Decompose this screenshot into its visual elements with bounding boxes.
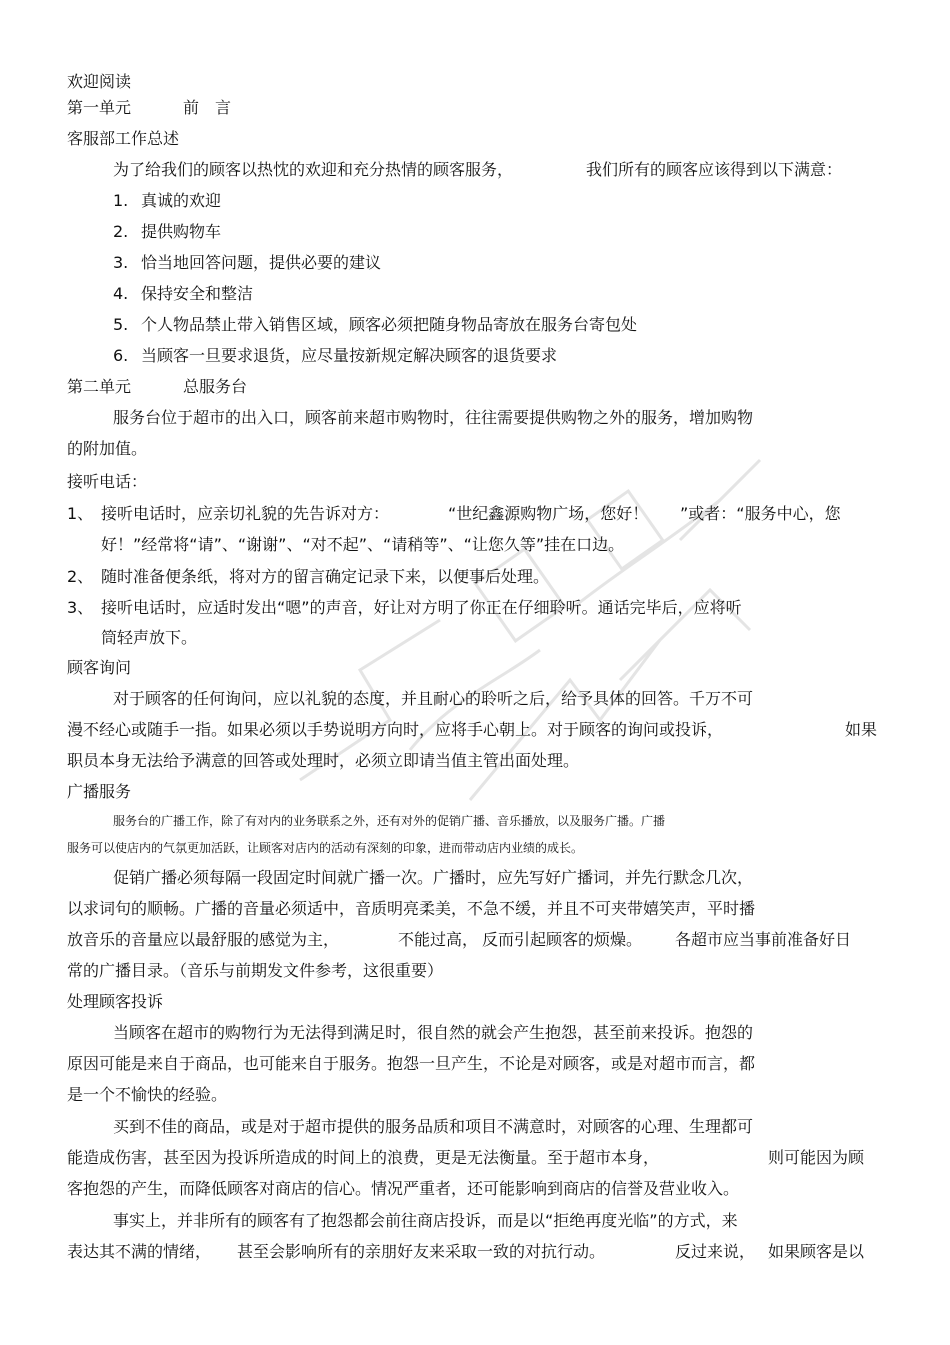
list-item-text: 个人物品禁止带入销售区域，顾客必须把随身物品寄放在服务台寄包处: [141, 315, 638, 334]
complaint-para-2-line-3: 客抱怨的产生，而降低顾客对商店的信心。情况严重者，还可能影响到商店的信誉及营业收入。: [67, 1179, 740, 1198]
complaint-para-2-line-2a: 能造成伤害，甚至因为投诉所造成的时间上的浪费，更是无法衡量。至于超市本身，: [67, 1148, 660, 1167]
inquiry-line-2a: 漫不经心或随手一指。如果必须以手势说明方向时，应将手心朝上。对于顾客的询问或投诉，: [67, 720, 724, 739]
broadcast-line-3d: 各超市应当事前准备好日: [675, 930, 852, 949]
complaint-section-title: 处理顾客投诉: [67, 992, 164, 1011]
unit-2-title: 总服务台: [183, 377, 248, 396]
list-item-num: 3.: [113, 253, 129, 272]
phone-item-2-text: 随时准备便条纸，将对方的留言确定记录下来，以便事后处理。: [101, 567, 550, 586]
intro-text-left: 为了给我们的顾客以热忱的欢迎和充分热情的顾客服务，: [113, 160, 514, 179]
service-desk-line-1: 服务台位于超市的出入口，顾客前来超市购物时，往往需要提供购物之外的服务，增加购物: [113, 408, 754, 427]
broadcast-line-3c: 反而引起顾客的烦燥。: [482, 930, 643, 949]
complaint-para-3-line-2c: 反过来说，: [675, 1242, 756, 1261]
phone-item-1-line-2: 好！”经常将“请”、“谢谢”、“对不起”、“请稍等”、“让您久等”挂在口边。: [101, 535, 625, 554]
list-item-text: 保持安全和整洁: [141, 284, 254, 303]
phone-item-1-part-b: “世纪鑫源购物广场，您好！: [448, 504, 649, 523]
broadcast-line-3b: 不能过高，: [398, 930, 479, 949]
complaint-para-3-line-2d: 如果顾客是以: [768, 1242, 865, 1261]
intro-text-right: 我们所有的顾客应该得到以下满意：: [586, 160, 843, 179]
broadcast-line-2: 以求词句的顺畅。广播的音量必须适中，音质明亮柔美，不急不缓，并且不可夹带嬉笑声，平时播: [67, 899, 756, 918]
watermark-graphic: [240, 420, 800, 840]
complaint-para-3-line-1: 事实上，并非所有的顾客有了抱怨都会前往商店投诉，而是以“拒绝再度光临”的方式，来: [113, 1211, 738, 1230]
list-item-num: 2.: [113, 222, 129, 241]
phone-section-title: 接听电话：: [67, 472, 148, 491]
phone-item-3-line-2: 筒轻声放下。: [101, 628, 198, 647]
phone-item-3-line-1: 接听电话时，应适时发出“嗯”的声音，好让对方明了你正在仔细聆听。通话完毕后，应将听: [101, 598, 742, 617]
unit-1-label: 第一单元: [67, 98, 132, 117]
unit-2-label: 第二单元: [67, 377, 132, 396]
broadcast-line-3a: 放音乐的音量应以最舒服的感觉为主，: [67, 930, 340, 949]
section-customer-service-overview: 客服部工作总述: [67, 129, 180, 148]
phone-item-num: 2、: [67, 567, 94, 586]
list-item-num: 5.: [113, 315, 129, 334]
unit-1-title: 前 言: [183, 98, 232, 117]
broadcast-line-4: 常的广播目录。（音乐与前期发文件参考，这很重要）: [67, 961, 444, 980]
document-header: 欢迎阅读: [67, 72, 132, 91]
phone-item-1-part-c: ”或者：“服务中心，您: [680, 504, 841, 523]
service-desk-line-2: 的附加值。: [67, 439, 148, 458]
broadcast-line-1: 促销广播必须每隔一段固定时间就广播一次。广播时，应先写好广播词，并先行默念几次，: [113, 868, 754, 887]
complaint-para-1-line-2: 原因可能是来自于商品，也可能来自于服务。抱怨一旦产生，不论是对顾客，或是对超市而言，都: [67, 1054, 756, 1073]
inquiry-line-3: 职员本身无法给予满意的回答或处理时，必须立即请当值主管出面处理。: [67, 751, 580, 770]
broadcast-small-line-2: 服务可以使店内的气氛更加活跃，让顾客对店内的活动有深刻的印象，进而带动店内业绩的成长。: [67, 841, 584, 855]
list-item-num: 1.: [113, 191, 129, 210]
list-item-text: 真诚的欢迎: [141, 191, 222, 210]
complaint-para-1-line-3: 是一个不愉快的经验。: [67, 1085, 228, 1104]
list-item-num: 4.: [113, 284, 129, 303]
list-item-text: 恰当地回答问题，提供必要的建议: [141, 253, 382, 272]
list-item-num: 6.: [113, 346, 129, 365]
complaint-para-3-line-2b: 甚至会影响所有的亲朋好友来采取一致的对抗行动。: [237, 1242, 606, 1261]
list-item-text: 提供购物车: [141, 222, 222, 241]
complaint-para-2-line-2b: 则可能因为顾: [768, 1148, 865, 1167]
phone-item-num: 1、: [67, 504, 94, 523]
list-item-text: 当顾客一旦要求退货，应尽量按新规定解决顾客的退货要求: [141, 346, 558, 365]
inquiry-line-2b: 如果: [845, 720, 878, 739]
broadcast-small-line-1: 服务台的广播工作，除了有对内的业务联系之外，还有对外的促销广播、音乐播放，以及服务广播。广播: [113, 814, 666, 828]
broadcast-section-title: 广播服务: [67, 782, 132, 801]
complaint-para-1-line-1: 当顾客在超市的购物行为无法得到满足时，很自然的就会产生抱怨，甚至前来投诉。抱怨的: [113, 1023, 754, 1042]
phone-item-1-part-a: 接听电话时，应亲切礼貌的先告诉对方：: [101, 504, 390, 523]
inquiry-line-1: 对于顾客的任何询问，应以礼貌的态度，并且耐心的聆听之后，给予具体的回答。千万不可: [113, 689, 754, 708]
phone-item-num: 3、: [67, 598, 94, 617]
complaint-para-2-line-1: 买到不佳的商品，或是对于超市提供的服务品质和项目不满意时，对顾客的心理、生理都可: [113, 1117, 754, 1136]
inquiry-section-title: 顾客询问: [67, 658, 132, 677]
complaint-para-3-line-2a: 表达其不满的情绪，: [67, 1242, 212, 1261]
